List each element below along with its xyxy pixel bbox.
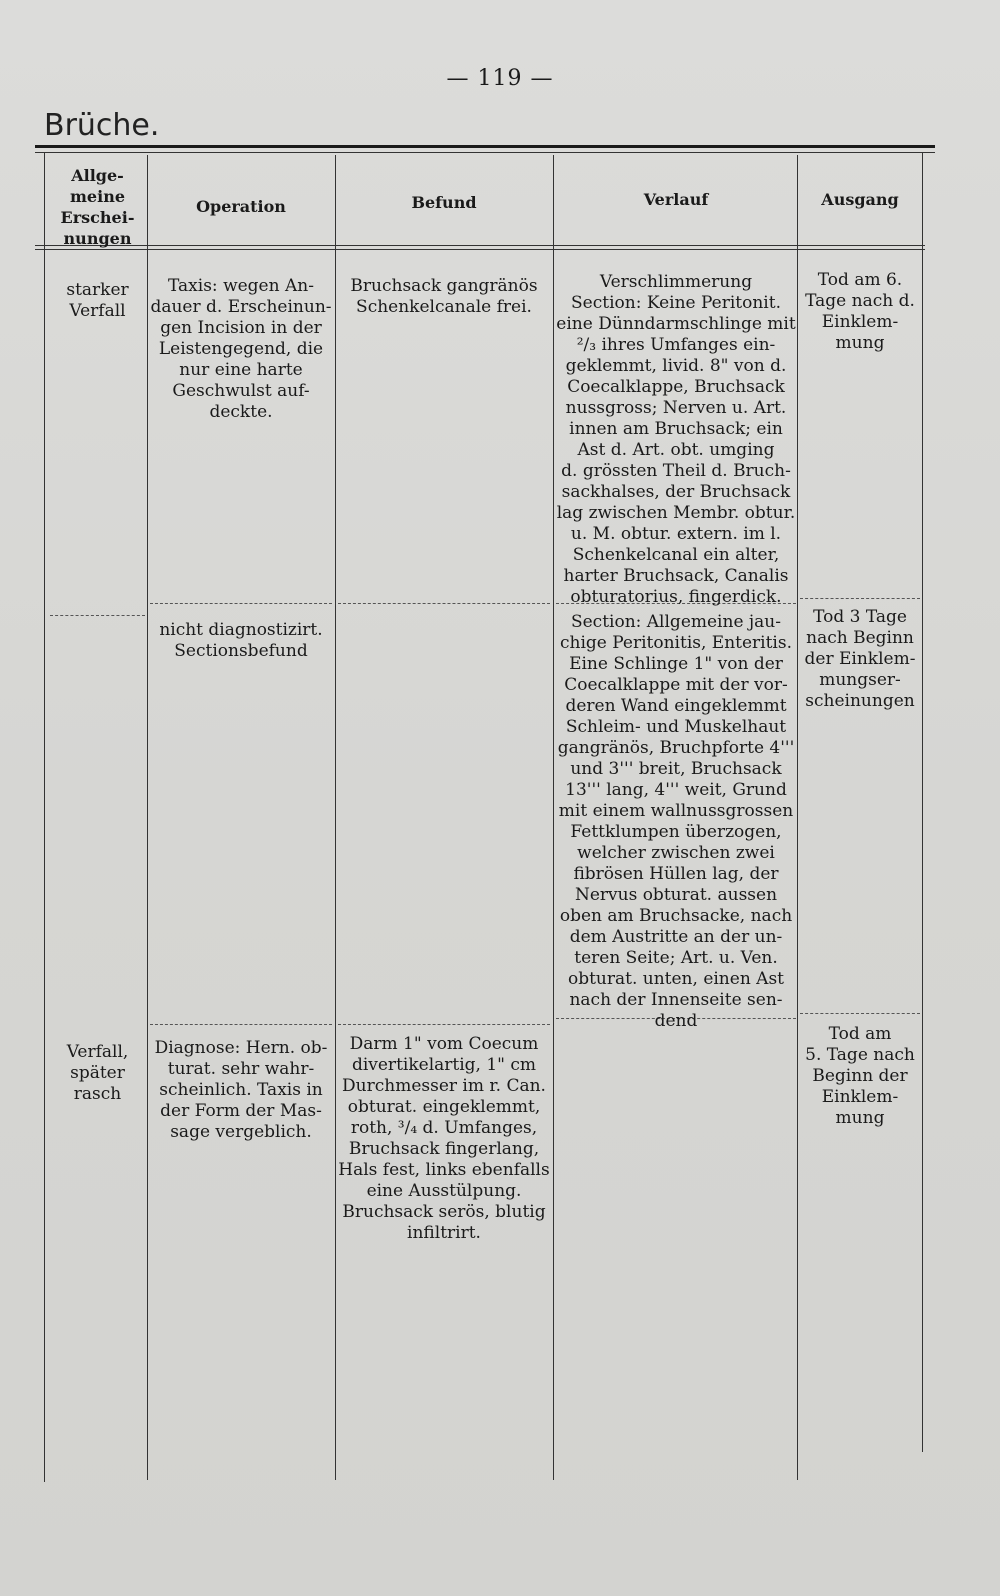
header-bottom-rule xyxy=(35,245,925,246)
row-sep-2-col2 xyxy=(150,1024,332,1025)
col-sep-right xyxy=(922,152,923,1452)
row1-allgemeine: starker Verfall xyxy=(66,280,129,321)
row2-verlauf: Section: Allgemeine jau- chige Peritonitis, Enteritis. Eine Schlinge 1" von der Coecalklappe mit der vor- deren Wand eingeklemmt Schleim- und Muskelhaut gangränös, Bruchpforte 4''' und 3''' breit, Bruchsack 13''' lang, 4''' weit, Grund mit einem wallnussgrossen Fettklumpen überzogen, welcher zwischen zwei fibrösen Hüllen lag, der Nervus obturat. aussen oben am Bruchsacke, nach dem Austritte an der un- teren Seite; Art. u. Ven. obturat. unten, einen Ast nach der Innenseite sen- dend xyxy=(557,612,795,1031)
row-sep-1-col3 xyxy=(338,603,550,604)
row3-operation: Diagnose: Hern. ob- turat. sehr wahr- scheinlich. Taxis in der Form der Mas- sage vergeblich. xyxy=(154,1038,328,1142)
row3-ausgang: Tod am 5. Tage nach Beginn der Einklem- mung xyxy=(805,1024,915,1128)
col-sep-4 xyxy=(797,155,798,1480)
header-operation: Operation xyxy=(196,197,286,216)
table-top-rule-thin xyxy=(35,152,935,153)
row2-operation: nicht diagnostizirt. Sectionsbefund xyxy=(159,620,323,661)
row1-ausgang: Tod am 6. Tage nach d. Einklem- mung xyxy=(805,270,915,353)
header-bottom-rule-2 xyxy=(35,249,925,250)
header-allgemeine: Allge- meine Erschei- nungen xyxy=(60,166,135,248)
row-sep-2-col3 xyxy=(338,1024,550,1025)
row-sep-1-col5 xyxy=(800,598,920,599)
row-sep-1-col1 xyxy=(50,615,145,616)
row-sep-2-col5 xyxy=(800,1013,920,1014)
row2-ausgang: Tod 3 Tage nach Beginn der Einklem- mungser- scheinungen xyxy=(804,607,916,711)
row1-verlauf: Verschlimmerung Section: Keine Peritonit. eine Dünndarmschlinge mit ²/₃ ihres Umfanges ein- geklemmt, livid. 8" von d. Coecalklappe, Bruchsack nussgross; Nerven u. Art. innen am Bruchsack; ein Ast d. Art. obt. umging d. grössten Theil d. Bruch- sackhalses, der Bruchsack lag zwischen Membr. obtur. u. M. obtur. extern. im l. Schenkelcanal ein alter, harter Bruchsack, Canalis obturatorius, fingerdick. xyxy=(556,272,796,607)
col-sep-left xyxy=(44,152,45,1482)
row1-operation: Taxis: wegen An- dauer d. Erscheinun- gen Incision in der Leistengegend, die nur eine harte Geschwulst auf- deckte. xyxy=(150,276,332,422)
header-verlauf: Verlauf xyxy=(643,190,709,209)
row3-allgemeine: Verfall, später rasch xyxy=(66,1042,129,1104)
row-sep-1-col2 xyxy=(150,603,332,604)
col-sep-1 xyxy=(147,155,148,1480)
col-sep-2 xyxy=(335,155,336,1480)
row3-befund: Darm 1" vom Coecum divertikelartig, 1" cm Durchmesser im r. Can. obturat. eingeklemmt, roth, ³/₄ d. Umfanges, Bruchsack fingerlang, Hals fest, links ebenfalls eine Ausstülpung. Bruchsack serös, blutig infiltrirt. xyxy=(338,1034,550,1243)
header-befund: Befund xyxy=(411,193,477,212)
section-title: Brüche. xyxy=(44,108,160,143)
col-sep-3 xyxy=(553,155,554,1480)
page-number: — 119 — xyxy=(446,66,554,91)
header-ausgang: Ausgang xyxy=(821,190,899,209)
row1-befund: Bruchsack gangränös Schenkelcanale frei. xyxy=(350,276,538,317)
table-top-rule xyxy=(35,145,935,148)
